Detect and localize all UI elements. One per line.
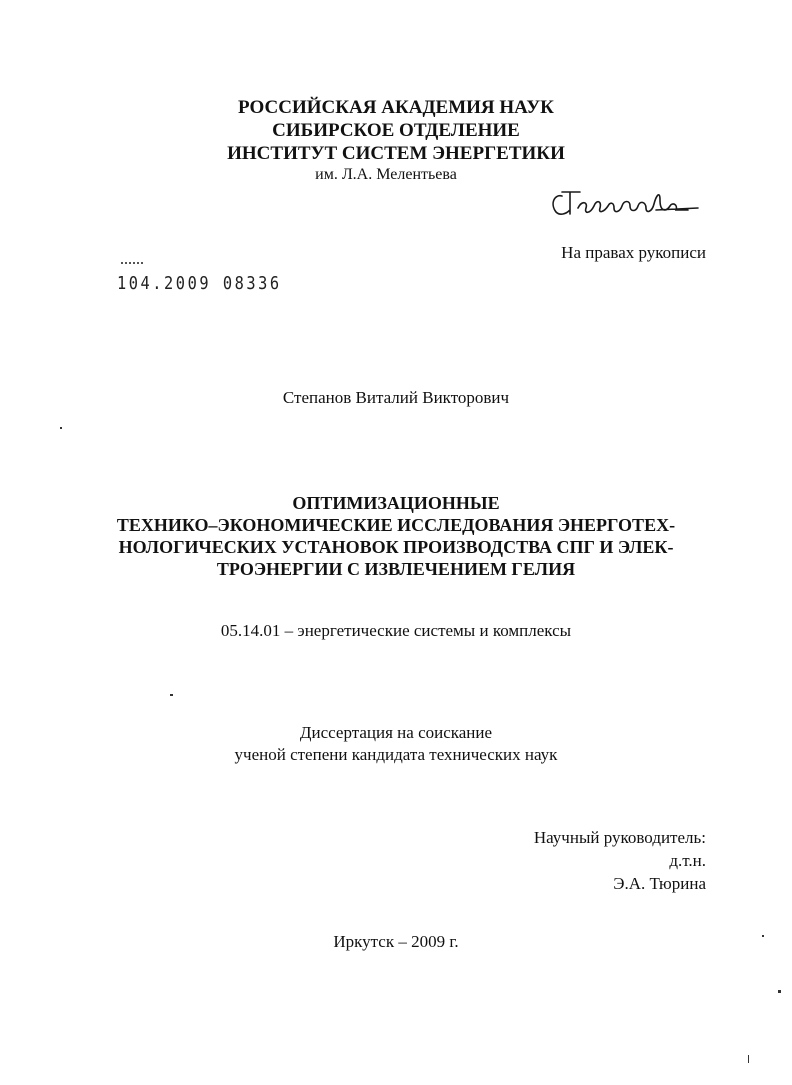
- supervisor-degree: д.т.н.: [669, 851, 706, 870]
- author-name: Степанов Виталий Викторович: [282, 388, 510, 407]
- scan-speck: [762, 935, 764, 937]
- supervisor-block: [534, 826, 706, 895]
- header-academy: РОССИЙСКАЯ АКАДЕМИЯ НАУК: [238, 97, 554, 118]
- registration-stamp: 104.2009 08336: [117, 273, 282, 294]
- scan-speck: [60, 427, 62, 429]
- title-line: ОПТИМИЗАЦИОННЫЕ: [292, 493, 500, 513]
- dissertation-line: Диссертация на соискание: [299, 723, 493, 742]
- title-line: НОЛОГИЧЕСКИХ УСТАНОВОК ПРОИЗВОДСТВА СПГ И ЭЛЕК-: [118, 537, 674, 557]
- stamp-marks: [121, 262, 143, 268]
- specialty-code: 05.14.01 – энергетические системы и комплексы: [220, 621, 572, 640]
- city-year: Иркутск – 2009 г.: [333, 932, 459, 951]
- dissertation-statement: [0, 722, 792, 766]
- dissertation-line: ученой степени кандидата технических наук: [234, 745, 558, 764]
- scan-speck: [170, 694, 173, 696]
- supervisor-name: Э.А. Тюрина: [613, 874, 706, 893]
- header-named-after: им. Л.А. Мелентьева: [315, 166, 457, 183]
- title-line: ТРОЭНЕРГИИ С ИЗВЛЕЧЕНИЕМ ГЕЛИЯ: [216, 559, 576, 579]
- manuscript-rights-note: На правах рукописи: [561, 243, 706, 262]
- header-institute: ИНСТИТУТ СИСТЕМ ЭНЕРГЕТИКИ: [227, 143, 565, 164]
- scan-speck: [778, 990, 781, 993]
- institution-header: [0, 96, 792, 185]
- scan-speck: [748, 1055, 749, 1063]
- title-line: ТЕХНИКО–ЭКОНОМИЧЕСКИЕ ИССЛЕДОВАНИЯ ЭНЕРГОТЕХ-: [116, 515, 676, 535]
- thesis-title: [0, 492, 792, 580]
- header-branch: СИБИРСКОЕ ОТДЕЛЕНИЕ: [272, 120, 520, 141]
- supervisor-label: Научный руководитель:: [533, 828, 706, 847]
- handwritten-signature: [548, 178, 708, 228]
